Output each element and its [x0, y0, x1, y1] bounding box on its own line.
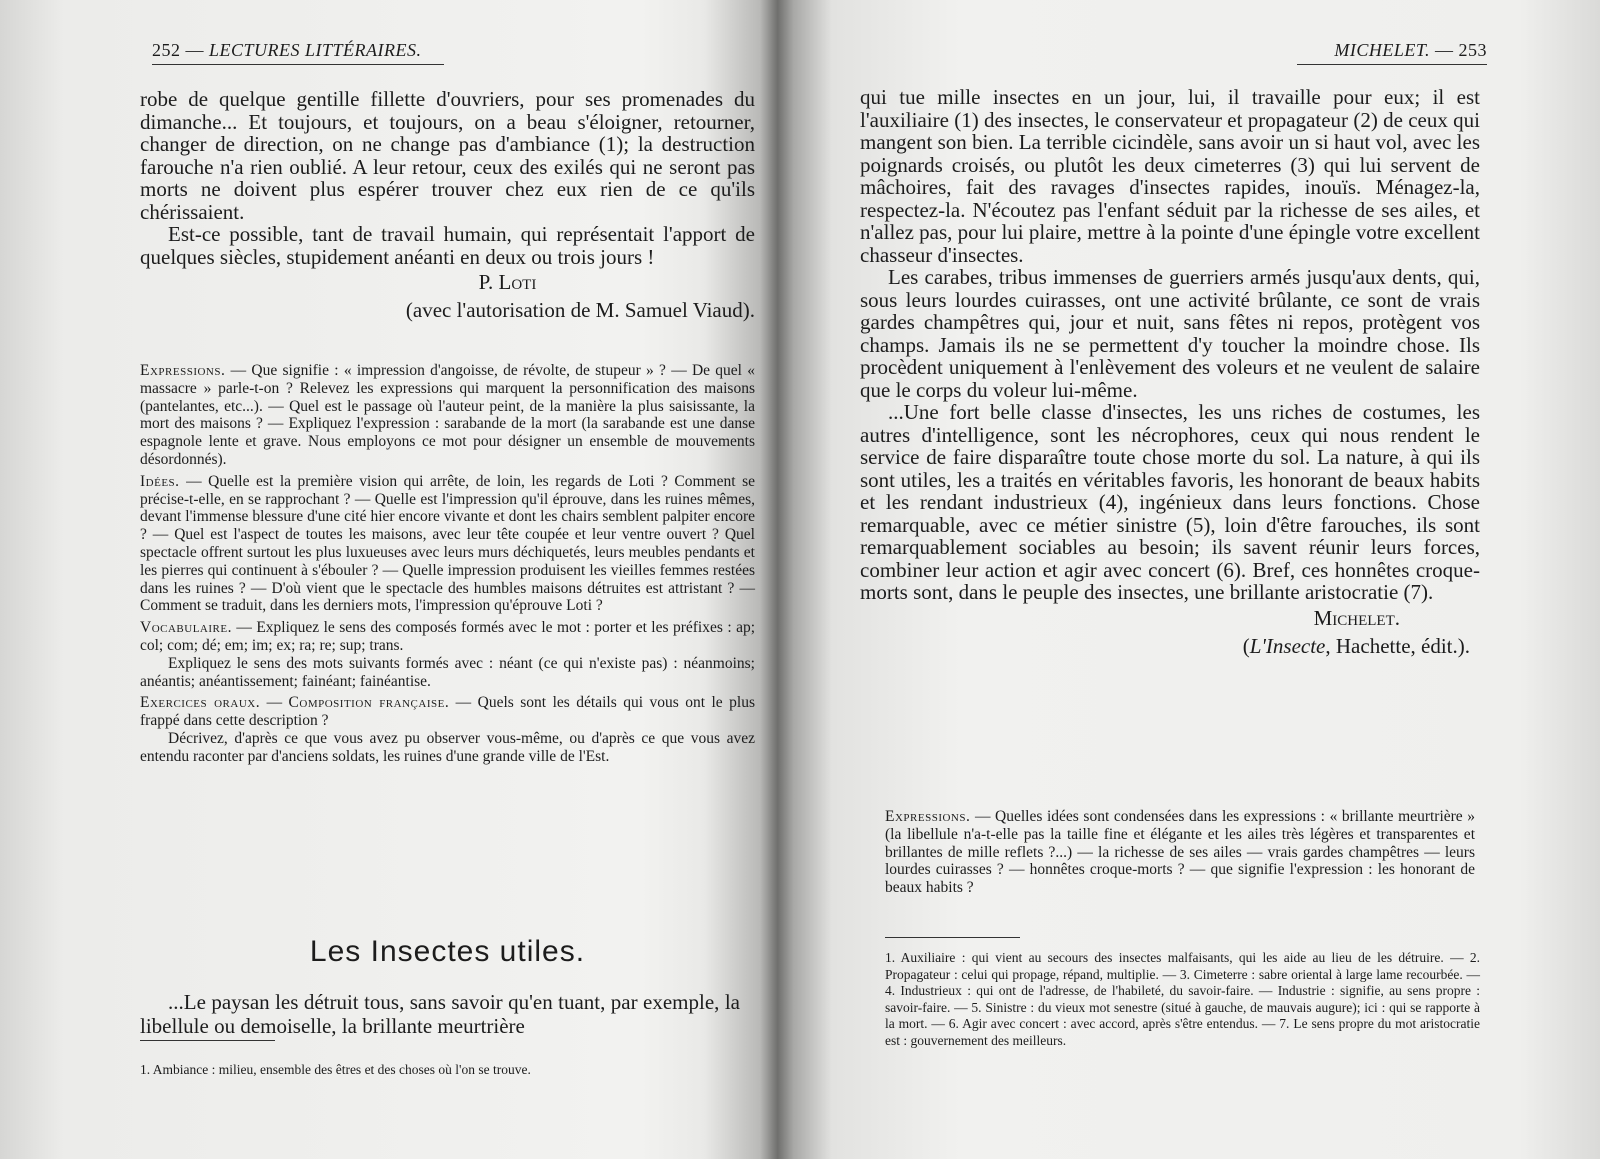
- signature-note: (avec l'autorisation de M. Samuel Viaud).: [405, 298, 755, 322]
- right-paragraph-2: Les carabes, tribus immenses de guerriers armés jusqu'aux dents, qui, sous leurs lourdes cuirasses, ont une activité brûlante, ce sont de vrais gardes champêtres qui, jour et nuit, sans fêtes ni repos, protègent vos champs. Jamais ils ne se permettent d'y toucher la moindre chose. Ils procèdent uniquement à l'enlèvement des voleurs et ne veulent de salaire que le corps du voleur lui-même.: [860, 265, 1480, 402]
- signature-work: L'Insecte: [1249, 633, 1326, 658]
- right-expressions-text: — Quelles idées sont condensées dans les expressions : « brillante meurtrière » (la libellule n'a-t-elle pas la taille fine et élégante et les ailes très légères et transparentes et brillantes de mille reflets ?...) — la richesse de ses ailes — vrais gardes champêtres — leurs lourdes cuirasses ? — honnêtes croque-morts ? — que signifie l'expression : les honorant de beaux habits ?: [885, 808, 1476, 897]
- left-running-title: LECTURES LITTÉRAIRES.: [209, 40, 422, 60]
- loti-signature: [140, 268, 755, 324]
- section-opening-text: ...Le paysan les détruit tous, sans savoir qu'en tuant, par exemple, la libellule ou demoiselle, la brillante meurtrière: [140, 990, 740, 1038]
- expressions-text: — Que signifie : « impression d'angoisse, de révolte, de stupeur » ? — De quel « massacre » parle-t-on ? Relevez les expressions qui marquent la personnification des maisons (pantelantes, etc...). — Quel est le passage où l'auteur peint, de la manière la plus saisissante, la mort des maisons ? — Expliquez l'expression : sarabande de la mort (la sarabande est une danse espagnole lente et grave. Nous employons ce mot pour désigner un ensemble de mouvements désordonnés).: [140, 362, 755, 468]
- signature-source: (L'Insecte, Hachette, édit.).: [1242, 633, 1470, 658]
- expressions-label: Expressions.: [140, 362, 226, 379]
- left-header-separator: —: [185, 40, 204, 60]
- left-footnote: 1. Ambiance : milieu, ensemble des êtres et des choses où l'on se trouve.: [140, 1062, 531, 1077]
- right-body-text: [860, 86, 1480, 660]
- left-page: [0, 0, 785, 1159]
- michelet-signature: [860, 604, 1480, 660]
- exercise-vocabulaire: [140, 619, 755, 655]
- left-exercises: [140, 362, 755, 770]
- right-paragraph-3: ...Une fort belle classe d'insectes, les uns riches de costumes, les autres d'intelligence, sont les nécrophores, ceux qui nous rendent le service de faire disparaître toute chose morte du sol. La nature, à qui ils sont utiles, les a traités en véritables favoris, les honorant de beaux habits et les rendant industrieux (4), ingénieux dans leurs fonctions. Chose remarquable, avec ce métier sinistre (5), loin d'être farouches, ils sont remarquablement sociables au besoin; ils savent réunir leurs forces, combiner leur action et agir avec concert (6). Bref, ces honnêtes croque-morts sont, dans le peuple des insectes, une brillante aristocratie (7).: [860, 400, 1480, 604]
- right-footnote-rule: [885, 937, 1020, 938]
- right-header-separator: —: [1435, 40, 1454, 60]
- right-page: [815, 0, 1600, 1159]
- left-body-text: [140, 88, 755, 324]
- oraux-label: Exercices oraux.: [140, 694, 261, 712]
- section-title: Les Insectes utiles.: [309, 935, 586, 968]
- section-opening: [140, 990, 740, 1038]
- right-footnotes: 1. Auxiliaire : qui vient au secours des insectes malfaisants, qui les aide au lieu de les détruire. — 2. Propagateur : celui qui propage, répand, multiplie. — 3. Cimeterre : sabre oriental à large lame recourbée. — 4. Industrieux : qui ont de l'adresse, de l'habileté, du savoir-faire. — Industrie : signifie, au sens propre : savoir-faire. — 5. Sinistre : du vieux mot senestre (situé à gauche, de mauvais augure); ici : qui se rapporte à la mort. — 6. Agir avec concert : avec accord, après s'être entendus. — 7. Le sens propre du mot aristocratie est : gouvernement des meilleurs.: [885, 950, 1480, 1048]
- exercise-idees: [140, 473, 755, 615]
- exercise-vocabulaire-2: Expliquez le sens des mots suivants formés avec : néant (ce qui n'existe pas) : néanmoins; anéantis; anéantissement; fainéant; fainéantise.: [140, 654, 755, 690]
- composition-label: Composition française.: [288, 694, 450, 712]
- idees-text: — Quelle est la première vision qui arrête, de loin, les regards de Loti ? Comment se précise-t-elle, en se rapprochant ? — Quelle est l'impression qu'il éprouve, dans les ruines mêmes, devant l'immense blessure d'une cité hier encore vivante et dont les chairs semblent palpiter encore ? — Quel est l'aspect de toutes les maisons, avec leur tête coupée et leur ventre ouvert ? Quel spectacle offrent surtout les plus luxueuses avec leurs murs déchiquetés, leurs meubles pendants et les pierres qui continuent à s'ébouler ? — Quelle impression produisent les vieilles femmes restées dans les ruines ? — D'où vient que le spectacle des humbles maisons détruites est attristant ? — Comment se traduit, dans les derniers mots, l'impression qu'éprouve Loti ?: [140, 472, 755, 615]
- left-footnote-rule: [140, 1040, 275, 1041]
- exercise-oraux: [140, 694, 755, 730]
- oraux-separator: —: [266, 694, 283, 712]
- exercise-composition-2: Décrivez, d'après ce que vous avez pu observer vous-même, ou d'après ce que vous avez entendu raconter par d'anciens soldats, les ruines d'une grande ville de l'Est.: [140, 729, 755, 765]
- right-exercises: [885, 808, 1475, 901]
- right-expressions-label: Expressions.: [885, 808, 971, 825]
- right-paragraph-1: qui tue mille insectes en un jour, lui, il travaille pour eux; il est l'auxiliaire (1) des insectes, le conservateur et propagateur (2) de ceux qui mangent son bien. La terrible cicindèle, sans avoir un si haut vol, avec les poignards croisés, ou plutôt les deux cimeterres (3) qui lui servent de mâchoires, fait des ravages d'insectes rapides, inouïs. Ménagez-la, respectez-la. N'écoutez pas l'enfant séduit par la richesse de ses ailes, et n'allez pas, pour lui plaire, mettre à la pointe d'une épingle votre excellent chasseur d'insectes.: [860, 85, 1480, 267]
- vocabulaire-label: Vocabulaire.: [140, 619, 232, 637]
- signature-author-michelet: Michelet.: [1313, 605, 1400, 630]
- left-page-header: [152, 40, 444, 65]
- right-exercise-expressions: [885, 808, 1475, 897]
- left-paragraph-2: Est-ce possible, tant de travail humain, qui représentait l'apport de quelques siècles, stupidement anéanti en deux ou trois jours !: [140, 222, 755, 269]
- composition-text: — Quels sont les détails qui vous ont le plus frappé dans cette description ?: [140, 694, 755, 730]
- right-running-title: MICHELET.: [1334, 40, 1430, 60]
- left-page-number: 252: [152, 40, 181, 60]
- right-page-number: 253: [1458, 40, 1487, 60]
- idees-label: Idées.: [140, 472, 180, 490]
- right-page-header: [1297, 40, 1487, 65]
- exercise-expressions: [140, 362, 755, 469]
- left-paragraph-1: robe de quelque gentille fillette d'ouvriers, pour ses promenades du dimanche... Et toujours, et toujours, on a beau s'éloigner, retourner, changer de direction, on ne change pas d'ambiance (1); la destruction farouche n'a rien oublié. A leur retour, ceux des exilés qui ne seront pas morts ne doivent plus espérer trouver chez eux rien de ce qu'ils chérissaient.: [140, 87, 755, 224]
- signature-publisher: , Hachette, édit.).: [1325, 633, 1470, 658]
- vocabulaire-text: — Expliquez le sens des composés formés avec le mot : porter et les préfixes : ap; col; com; dé; em; im; ex; ra; re; sup; trans.: [140, 619, 755, 654]
- signature-author: P. Loti: [478, 270, 537, 294]
